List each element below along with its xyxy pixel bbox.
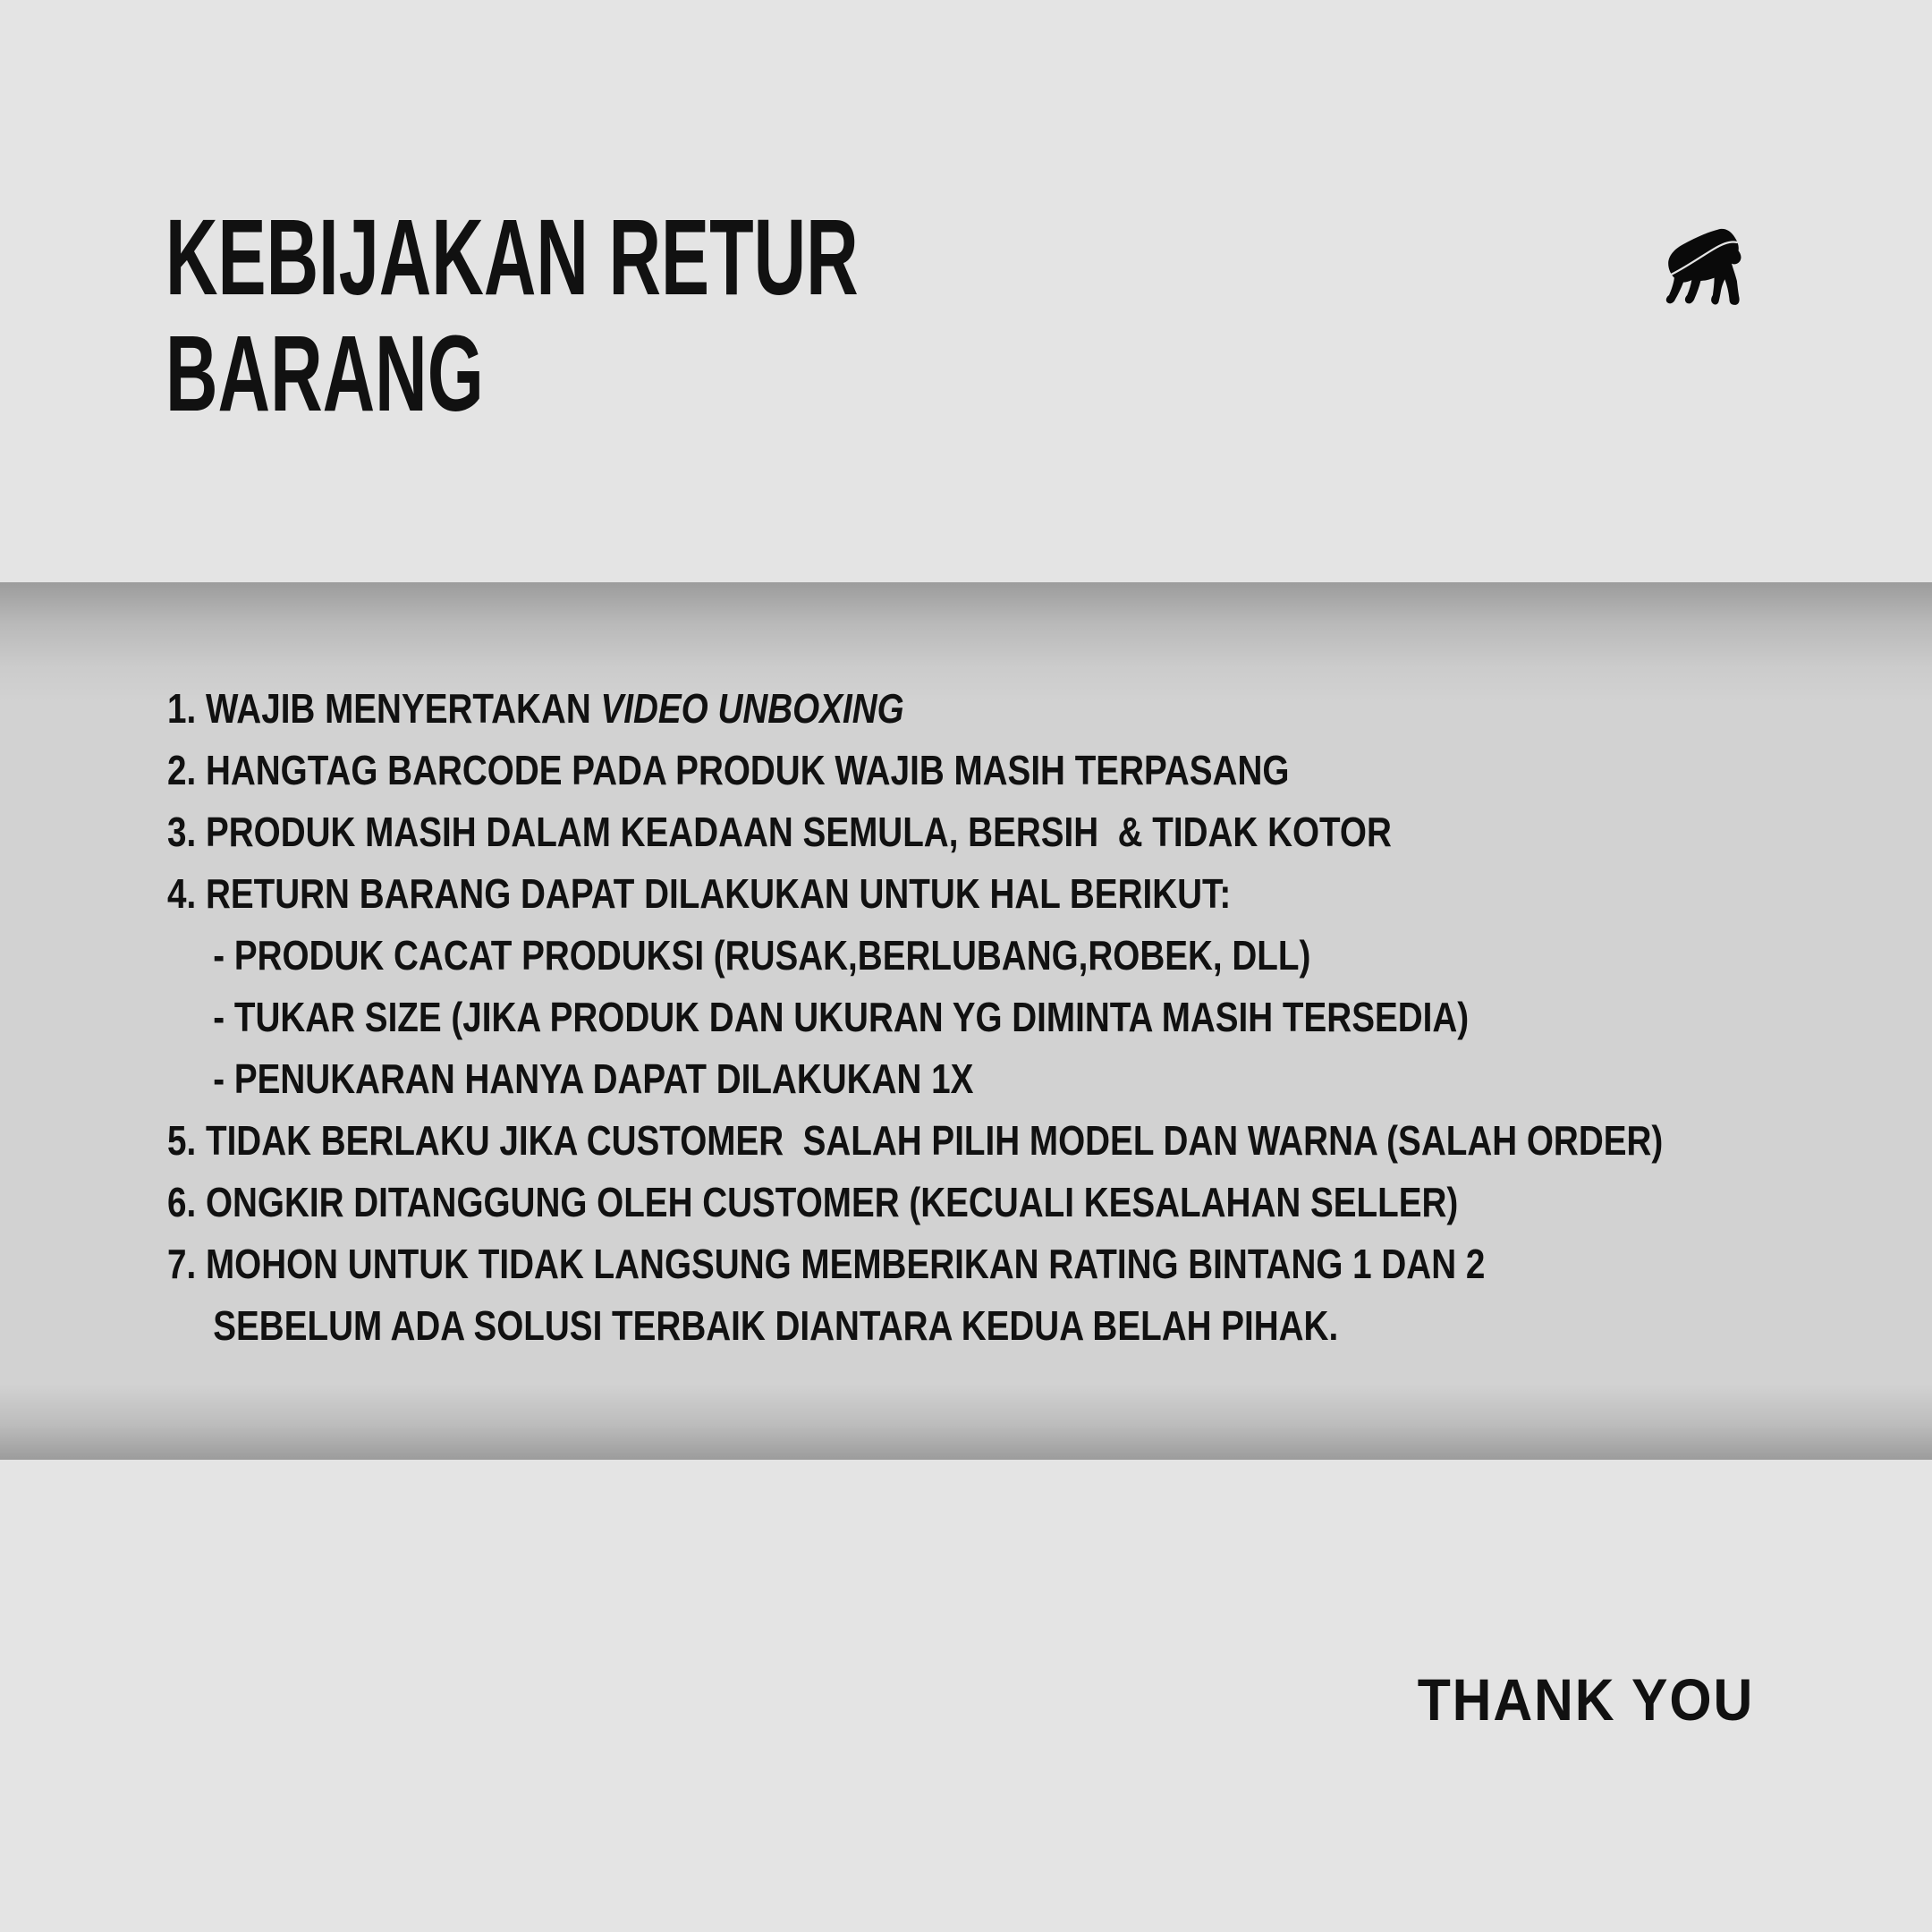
policy-line-text: 4. RETURN BARANG DAPAT DILAKUKAN UNTUK HAL BERIKUT: (167, 869, 1232, 917)
policy-line (167, 924, 1663, 986)
policy-line-italic-text: VIDEO UNBOXING (600, 684, 904, 732)
policy-line (167, 677, 1663, 739)
policy-line-text: 7. MOHON UNTUK TIDAK LANGSUNG MEMBERIKAN RATING BINTANG 1 DAN 2 (167, 1240, 1486, 1287)
page-title-line-1: KEBIJAKAN RETUR (165, 196, 859, 318)
page-title (165, 196, 859, 434)
policy-line-text: 6. ONGKIR DITANGGUNG OLEH CUSTOMER (KECUALI KESALAHAN SELLER) (167, 1178, 1459, 1225)
policy-line (167, 1171, 1663, 1233)
policy-line-text: - PENUKARAN HANYA DAPAT DILAKUKAN 1X (213, 1055, 974, 1102)
policy-line (167, 739, 1663, 801)
policy-line (167, 1294, 1663, 1356)
policy-line (167, 1109, 1663, 1171)
policy-line-text: SEBELUM ADA SOLUSI TERBAIK DIANTARA KEDUA BELAH PIHAK. (213, 1301, 1339, 1349)
policy-line (167, 801, 1663, 862)
policy-line (167, 1233, 1663, 1294)
policy-line-text: 3. PRODUK MASIH DALAM KEADAAN SEMULA, BERSIH & TIDAK KOTOR (167, 808, 1392, 855)
policy-line-text: - PRODUK CACAT PRODUKSI (RUSAK,BERLUBANG,ROBEK, DLL) (213, 931, 1311, 979)
policy-line-text: 1. WAJIB MENYERTAKAN (167, 684, 601, 732)
policy-line (167, 862, 1663, 924)
policy-line (167, 1047, 1663, 1109)
policy-list (167, 677, 1932, 1356)
gorilla-logo-icon (1655, 222, 1760, 320)
thank-you-text: THANK YOU (1417, 1666, 1754, 1733)
policy-line (167, 986, 1663, 1047)
policy-line-text: 5. TIDAK BERLAKU JIKA CUSTOMER SALAH PILIH MODEL DAN WARNA (SALAH ORDER) (167, 1116, 1664, 1164)
page-title-line-2: BARANG (165, 312, 484, 434)
policy-line-text: 2. HANGTAG BARCODE PADA PRODUK WAJIB MASIH TERPASANG (167, 746, 1290, 793)
policy-line-text: - TUKAR SIZE (JIKA PRODUK DAN UKURAN YG DIMINTA MASIH TERSEDIA) (213, 993, 1470, 1040)
